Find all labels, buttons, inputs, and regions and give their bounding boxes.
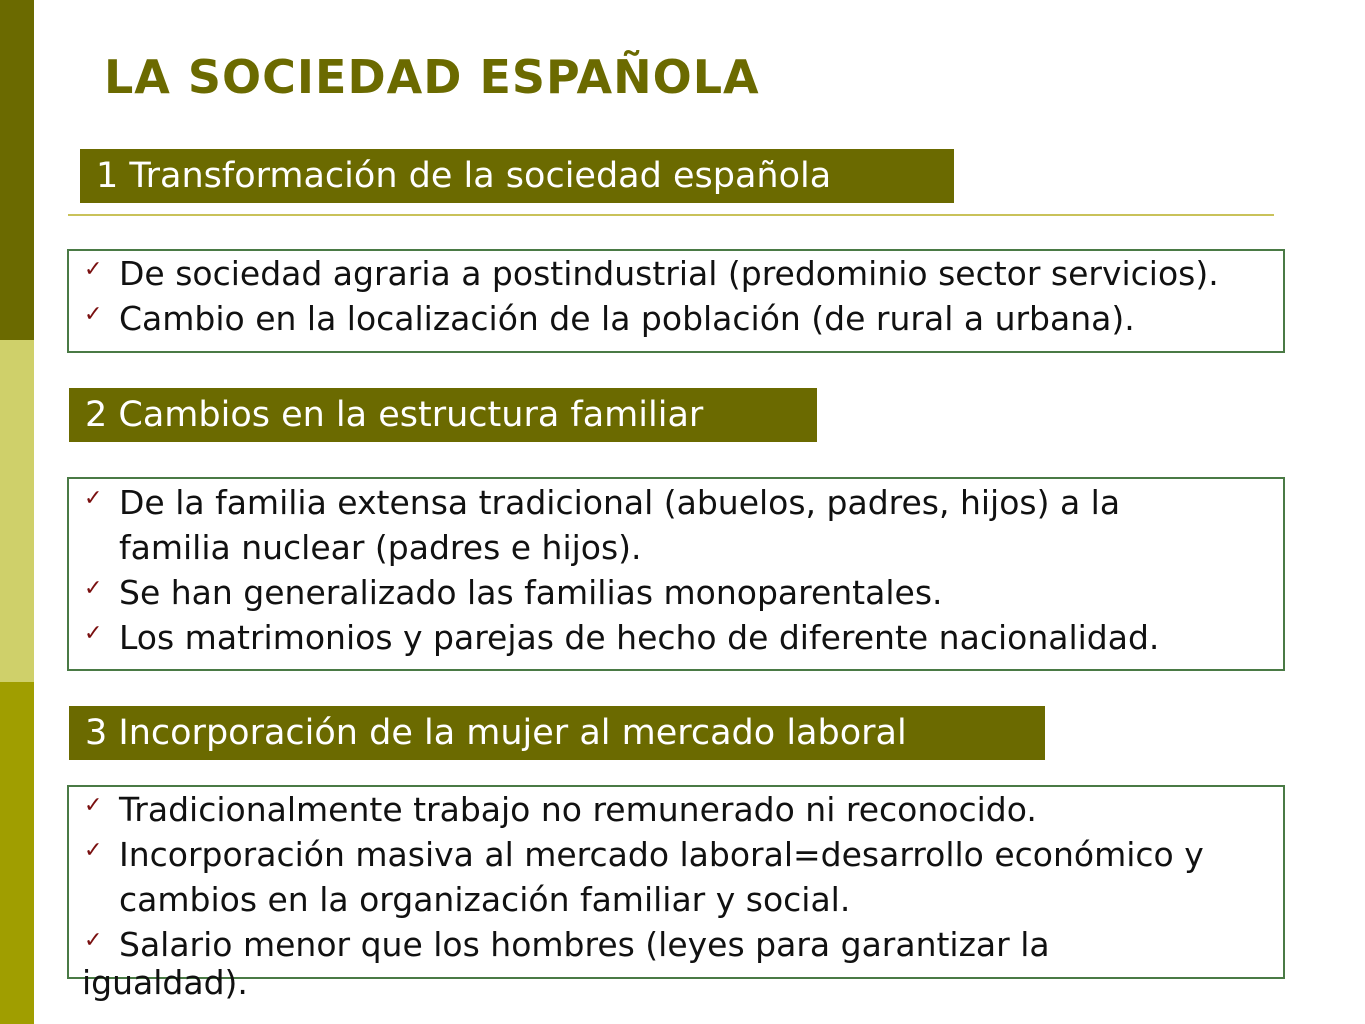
list-item: [84, 615, 1204, 660]
section-header-3: 3 Incorporación de la mujer al mercado laboral: [69, 706, 1045, 760]
side-band-bottom: [0, 682, 34, 1024]
list-item: [84, 251, 1274, 296]
checkmark-icon: ✓: [84, 838, 103, 863]
checkmark-icon: ✓: [84, 576, 103, 601]
list-item-text: familia nuclear (padres e hijos).: [119, 528, 642, 567]
side-band-top: [0, 0, 34, 340]
checkmark-icon: ✓: [84, 486, 103, 511]
checkmark-icon: ✓: [84, 257, 103, 282]
list-item-text: cambios en la organización familiar y social.: [119, 880, 851, 919]
section-header-2: 2 Cambios en la estructura familiar: [69, 388, 817, 442]
list-item-text: Cambio en la localización de la población (de rural a urbana).: [119, 299, 1135, 338]
list-item: [84, 922, 1274, 967]
side-band-middle: [0, 340, 34, 682]
checkmark-icon: ✓: [84, 793, 103, 818]
section-header-1: 1 Transformación de la sociedad española: [80, 149, 954, 203]
list-item-text: Incorporación masiva al mercado laboral=desarrollo económico y: [119, 835, 1204, 874]
overflow-text: igualdad).: [82, 963, 248, 1002]
checkmark-icon: ✓: [84, 928, 103, 953]
list-item: [84, 832, 1274, 877]
list-item: [84, 480, 1204, 525]
list-item: [84, 787, 1274, 832]
divider-line: [68, 214, 1274, 216]
list-item: [84, 877, 1274, 922]
section-list-2: [84, 480, 1204, 660]
list-item-text: De la familia extensa tradicional (abuelos, padres, hijos) a la: [119, 483, 1121, 522]
list-item-text: Tradicionalmente trabajo no remunerado ni reconocido.: [119, 790, 1037, 829]
checkmark-icon: ✓: [84, 621, 103, 646]
list-item-text: Se han generalizado las familias monoparentales.: [119, 573, 943, 612]
checkmark-icon: ✓: [84, 302, 103, 327]
section-list-3: [84, 787, 1274, 967]
list-item-text: De sociedad agraria a postindustrial (predominio sector servicios).: [119, 254, 1219, 293]
list-item: [84, 296, 1274, 341]
list-item: [84, 570, 1204, 615]
list-item-text: Los matrimonios y parejas de hecho de diferente nacionalidad.: [119, 618, 1160, 657]
list-item-text: Salario menor que los hombres (leyes para garantizar la: [119, 925, 1050, 964]
list-item: [84, 525, 1204, 570]
page-title: LA SOCIEDAD ESPAÑOLA: [104, 50, 760, 104]
section-list-1: [84, 251, 1274, 341]
